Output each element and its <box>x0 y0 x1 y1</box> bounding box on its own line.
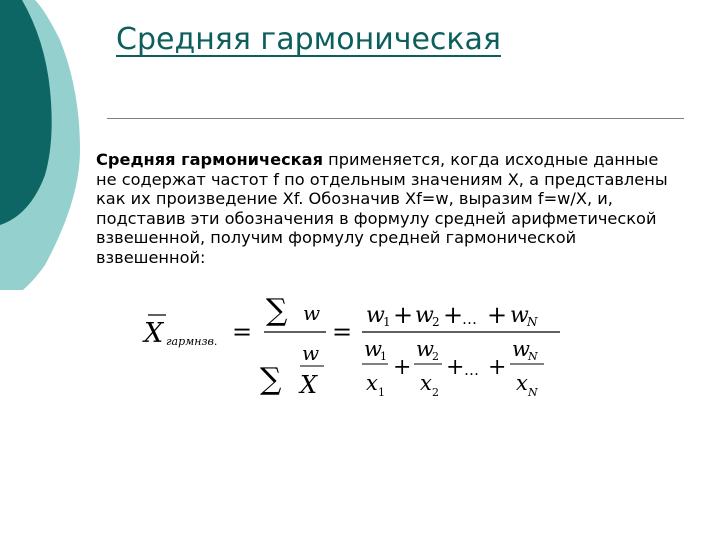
body-line-3: как их произведение Xf. Обозначив Xf=w, выразим f=w/X, и, <box>96 189 613 208</box>
w2-den-subscript: 2 <box>432 350 439 363</box>
wN-subscript: N <box>527 315 538 329</box>
body-line-5: взвешенной, получим формулу средней гармонической <box>96 228 577 247</box>
w2-numerator: w <box>415 303 434 328</box>
ellipsis-denominator: … <box>464 361 479 379</box>
x1-denominator: x <box>366 371 378 395</box>
w-numerator: w <box>303 301 321 325</box>
wN-numerator: w <box>510 303 529 328</box>
body-line-4: подставив эти обозначения в формулу средней арифметической <box>96 208 657 228</box>
wN-den-subscript: N <box>528 350 538 363</box>
equals-sign-2: = <box>332 318 353 346</box>
decorative-circles <box>0 0 110 290</box>
x1-subscript: 1 <box>378 386 385 399</box>
lead-term: Средняя гармоническая <box>96 150 323 169</box>
x2-denominator: x <box>420 371 432 395</box>
w1-den-subscript: 1 <box>380 350 387 363</box>
plus-1: + <box>393 301 414 329</box>
w2-subscript: 2 <box>432 315 440 329</box>
x2-subscript: 2 <box>432 386 439 399</box>
body-line-1-rest: применяется, когда исходные данные <box>322 150 659 169</box>
body-line-1 <box>96 150 720 170</box>
lhs-subscript: гармнзв. <box>166 335 218 348</box>
w2-denominator: w <box>416 337 434 361</box>
body-paragraph <box>96 150 720 267</box>
equals-sign-1: = <box>232 318 253 346</box>
slide-title: Средняя гармоническая <box>116 22 501 57</box>
plus-2: + <box>443 301 464 329</box>
body-line-2: не содержат частот f по отдельным значениям X, а представлены <box>96 169 668 189</box>
sum-symbol-numerator: ∑ <box>266 293 288 328</box>
lhs-variable: X <box>144 318 164 349</box>
w1-numerator: w <box>366 303 385 328</box>
wN-denominator: w <box>512 337 530 361</box>
plus-6: + <box>488 355 507 380</box>
w-inner: w <box>302 341 320 365</box>
xN-subscript: N <box>528 386 538 399</box>
title-divider <box>107 118 684 119</box>
w1-denominator: w <box>364 337 382 361</box>
plus-5: + <box>446 355 465 380</box>
plus-3: + <box>487 301 508 329</box>
plus-4: + <box>393 355 412 380</box>
X-inner: X <box>300 371 318 399</box>
body-line-6: взвешенной: <box>96 247 206 267</box>
ellipsis-numerator: … <box>462 310 477 328</box>
harmonic-mean-formula <box>140 290 580 415</box>
sum-symbol-denominator: ∑ <box>260 362 282 397</box>
w1-subscript: 1 <box>383 315 391 329</box>
xN-denominator: x <box>516 371 528 395</box>
